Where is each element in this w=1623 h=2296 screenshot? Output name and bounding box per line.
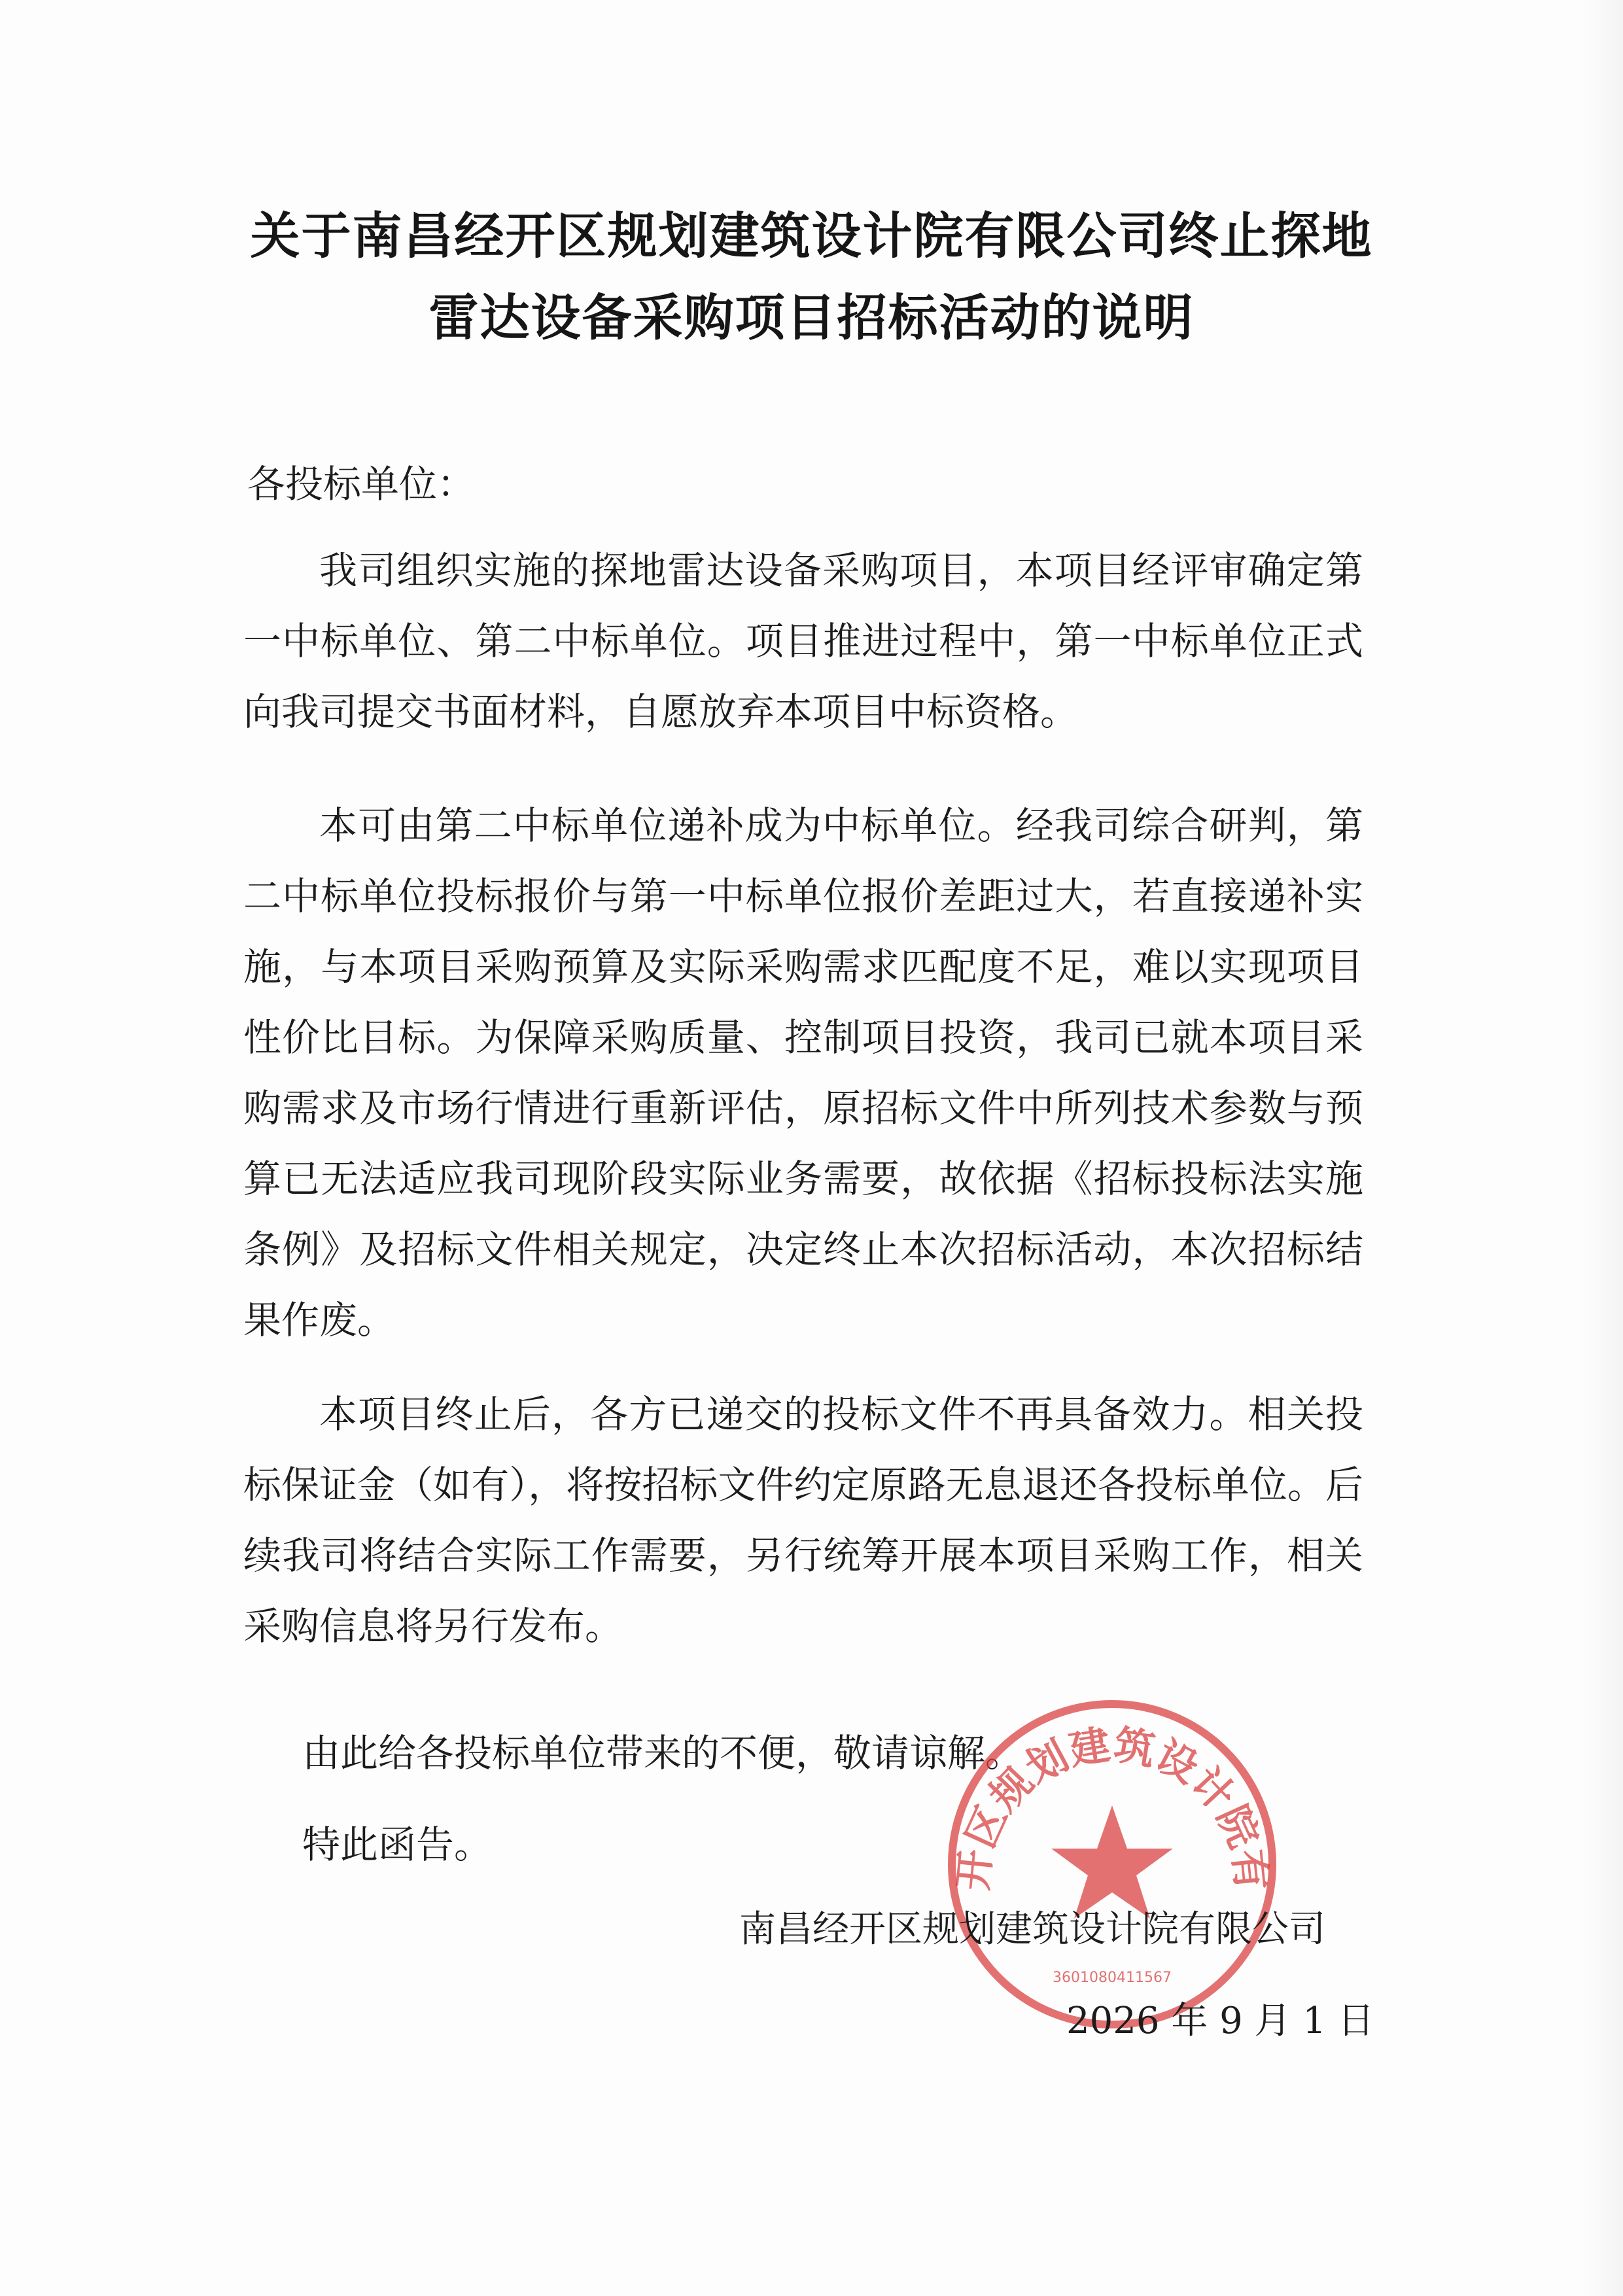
company-seal-stamp: [942, 1694, 1282, 2034]
paragraph-3: 本项目终止后，各方已递交的投标文件不再具备效力。相关投标保证金（如有），将按招标文件约定原路无息退还各投标单位。后续我司将结合实际工作需要，另行统筹开展本项目采购工作，相关采购信息将另行发布。: [243, 1392, 1363, 1648]
paragraph-1: 我司组织实施的探地雷达设备采购项目，本项目经评审确定第一中标单位、第二中标单位。项目推进过程中，第一中标单位正式向我司提交书面材料，自愿放弃本项目中标资格。: [243, 548, 1363, 734]
document-title-line-2: 雷达设备采购项目招标活动的说明: [428, 288, 1195, 347]
closing-apology: 由此给各投标单位带来的不便，敬请谅解。: [302, 1731, 1024, 1775]
salutation: 各投标单位：: [247, 462, 476, 506]
seal-number: 3601080411567: [1053, 1970, 1172, 1986]
seal-ring-text: 开区规划建筑设计院有: [949, 1720, 1276, 1893]
closing-notice: 特此函告。: [302, 1822, 493, 1867]
signature-date: 2026 年 9 月 1 日: [1066, 2000, 1374, 2042]
document-title-line-1: 关于南昌经开区规划建筑设计院有限公司终止探地: [250, 207, 1373, 265]
signature-organization: 南昌经开区规划建筑设计院有限公司: [739, 1908, 1325, 1951]
paragraph-2: 本可由第二中标单位递补成为中标单位。经我司综合研判，第二中标单位投标报价与第一中标单位报价差距过大，若直接递补实施，与本项目采购预算及实际采购需求匹配度不足，难以实现项目性价比目标。为保障采购质量、控制项目投资，我司已就本项目采购需求及市场行情进行重新评估，原招标文件中所列技术参数与预算已无法适应我司现阶段实际业务需要，故依据《招标投标法实施条例》及招标文件相关规定，决定终止本次招标活动，本次招标结果作废。: [243, 803, 1363, 1342]
